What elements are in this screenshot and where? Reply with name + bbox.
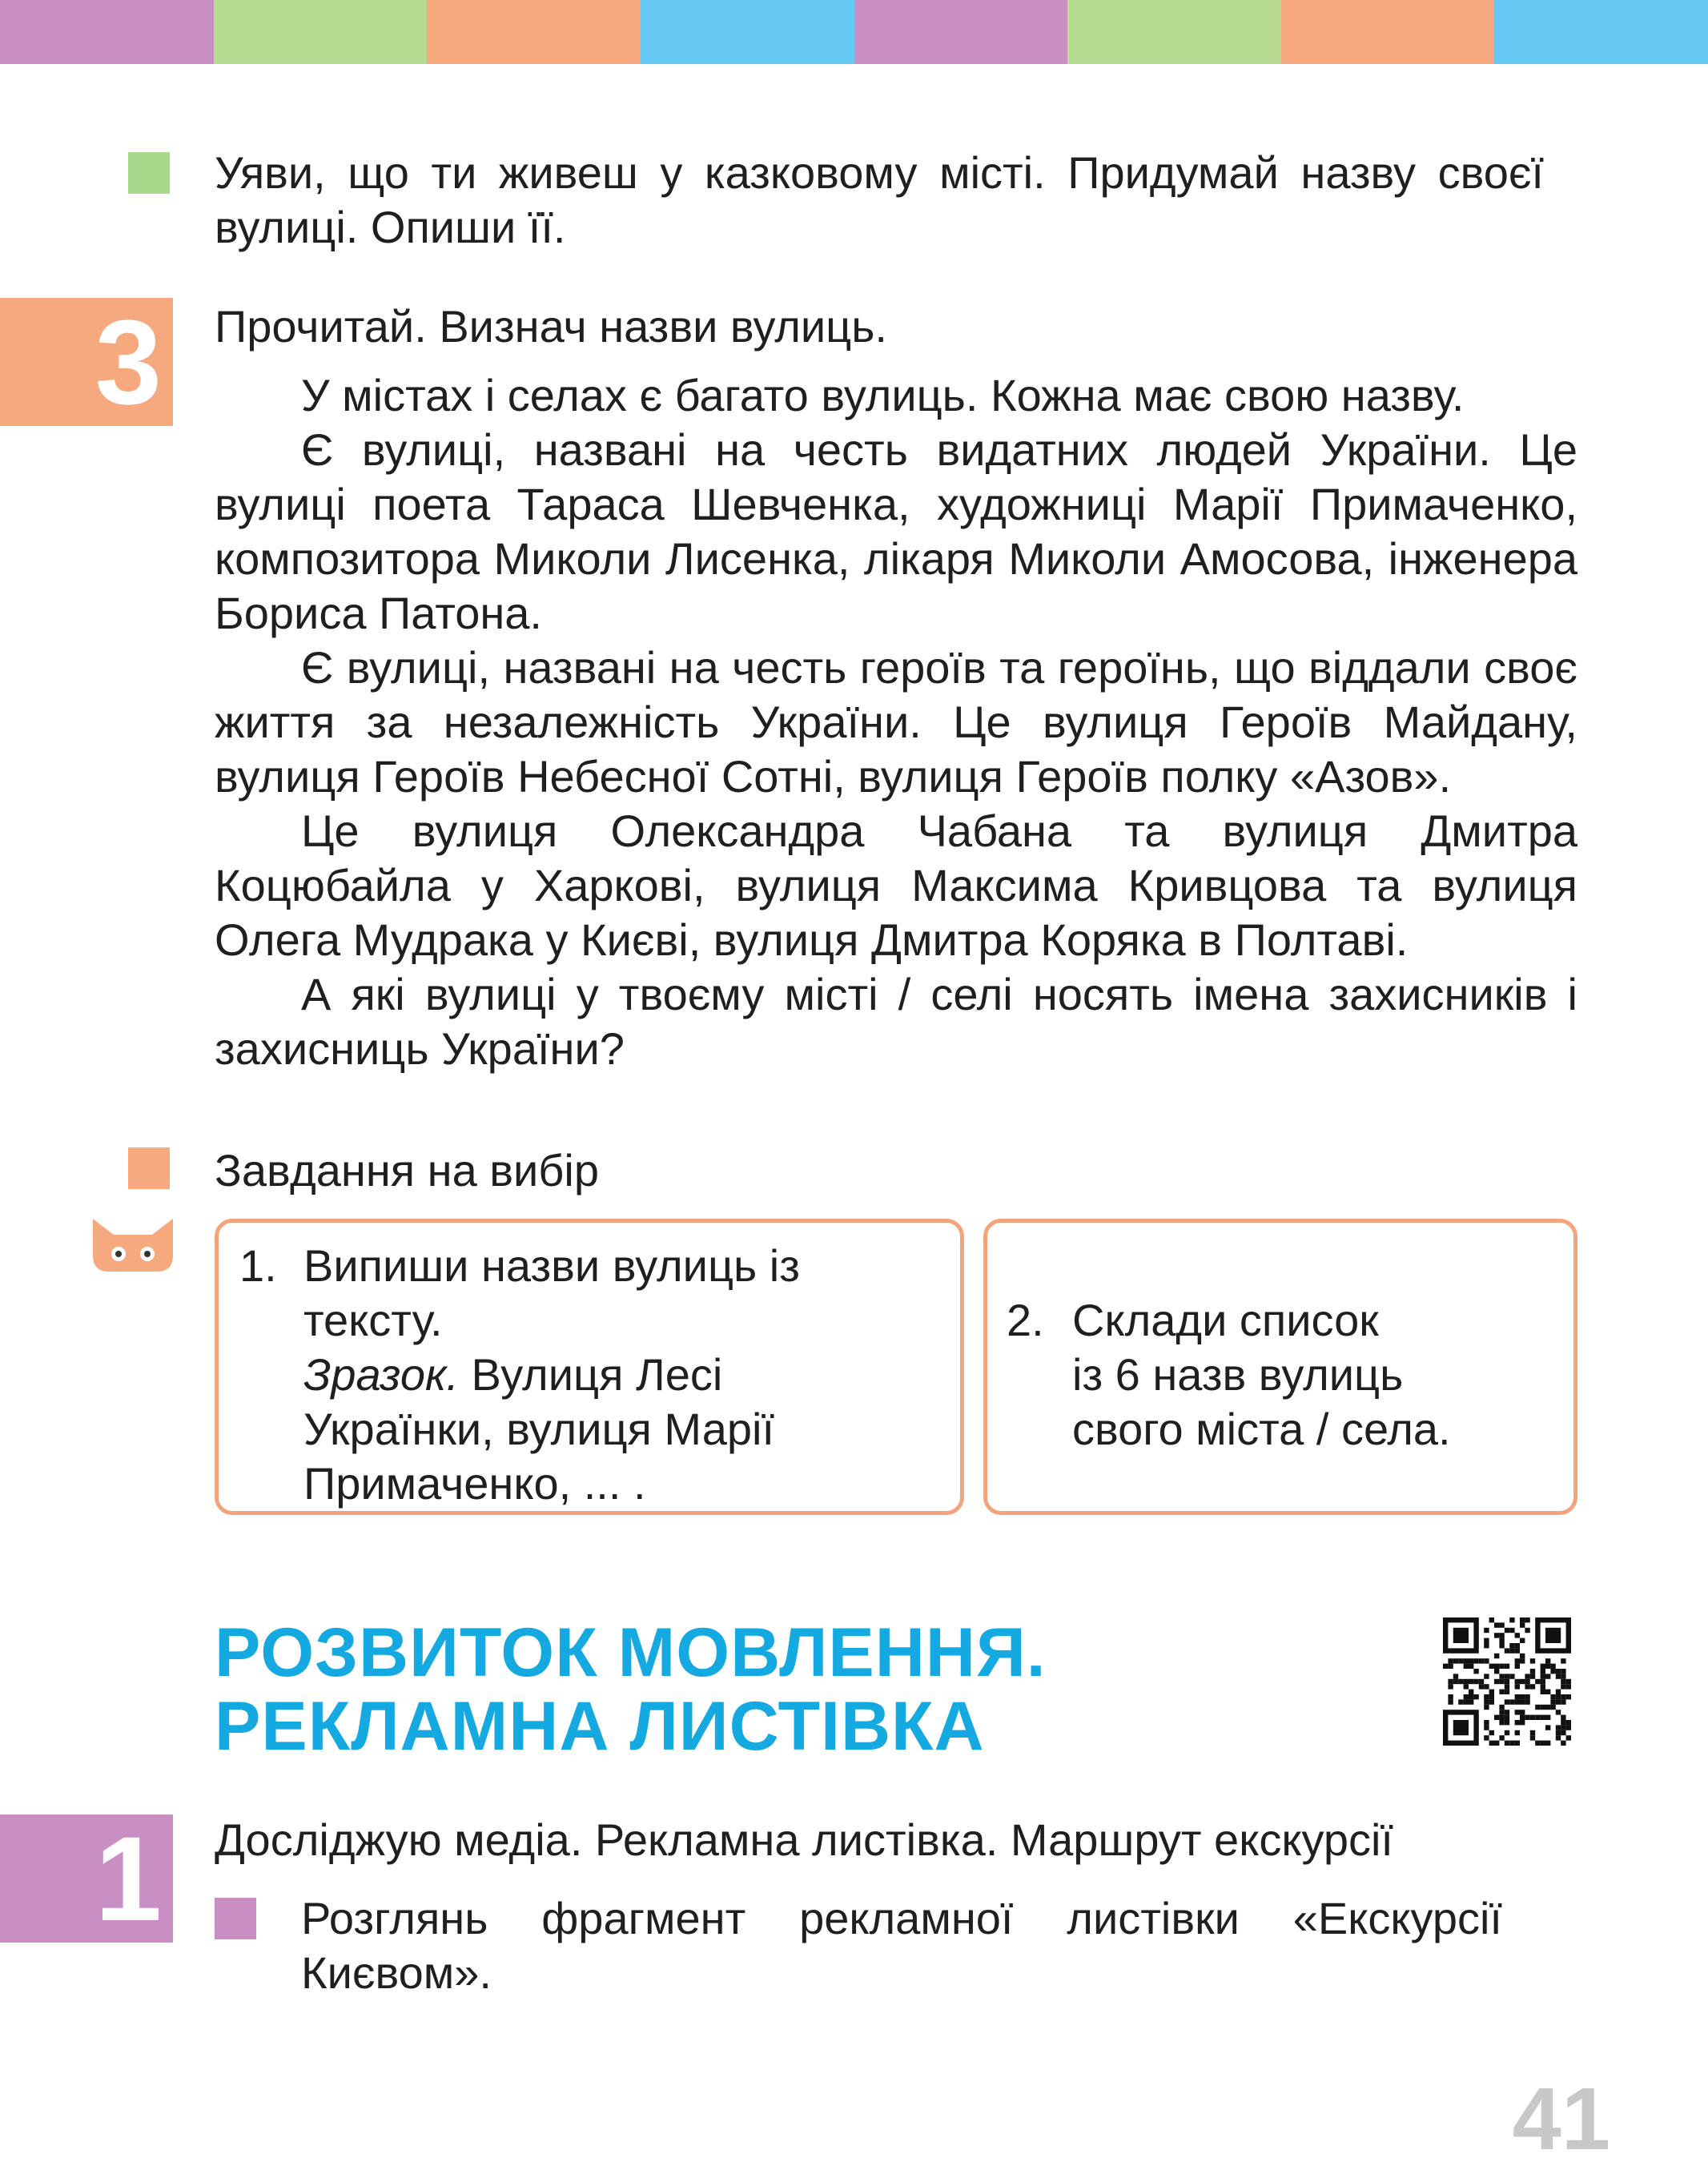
- option-line: [303, 1348, 944, 1402]
- example-text: Вулиця Лесі: [471, 1349, 723, 1400]
- stripe-segment: [854, 0, 1068, 64]
- intro-text: Уяви, що ти живеш у казковому місті. Придумай назву своєї вулиці. Опиши її.: [215, 147, 1544, 252]
- orange-square-marker: [128, 1147, 170, 1189]
- task3-paragraph: А які вулиці у твоєму місті / селі носять імена захисників і захисниць України?: [215, 969, 1577, 1074]
- option-line: із 6 назв вулиць: [1072, 1349, 1404, 1400]
- stripe-segment: [1281, 0, 1495, 64]
- qr-code-icon[interactable]: [1443, 1617, 1571, 1746]
- option-text: [303, 1239, 944, 1511]
- task-number-tab: 1: [0, 1814, 173, 1943]
- option-number: 2.: [1007, 1295, 1044, 1345]
- section-heading-line: РЕКЛАМНА ЛИСТІВКА: [215, 1688, 985, 1765]
- green-square-marker: [128, 152, 170, 194]
- option-line: свого міста / села.: [1072, 1404, 1451, 1454]
- stripe-segment: [641, 0, 854, 64]
- task3-text: [215, 368, 1577, 1076]
- option-number: 1.: [239, 1240, 277, 1291]
- stripe-segment: [1067, 0, 1281, 64]
- task-number-tab: 3: [0, 298, 173, 426]
- page-number: 41: [1512, 2070, 1610, 2168]
- task1-instruction: Досліджую медіа. Рекламна листівка. Маршрут екскурсії: [215, 1814, 1393, 1865]
- stripe-segment: [214, 0, 428, 64]
- stripe-segment: [427, 0, 641, 64]
- task3-instruction: Прочитай. Визнач назви вулиць.: [215, 301, 887, 352]
- choice-task-label: Завдання на вибір: [215, 1145, 599, 1195]
- option-line: Примаченко, ... .: [303, 1458, 646, 1509]
- task3-paragraph: У містах і селах є багато вулиць. Кожна має свою назву.: [301, 370, 1465, 420]
- option-line: Склади список: [1072, 1295, 1379, 1345]
- option-text: [1072, 1293, 1569, 1457]
- option-line: Українки, вулиця Марії: [303, 1404, 774, 1454]
- task3-paragraph: Є вулиці, названі на честь видатних людей України. Це вулиці поета Тараса Шевченка, художниці Марії Примаченко, композитора Миколи Лисенка, лікаря Миколи Амосова, інженера Бориса Патона.: [215, 424, 1577, 638]
- pink-square-marker: [215, 1898, 256, 1939]
- choice-option-2: [983, 1219, 1577, 1515]
- top-color-stripe: [0, 0, 1708, 64]
- section-heading-line: РОЗВИТОК МОВЛЕННЯ.: [215, 1614, 1047, 1691]
- option-line: Випиши назви вулиць із: [303, 1240, 800, 1291]
- example-label: Зразок.: [303, 1349, 459, 1400]
- task3-paragraph: Це вулиця Олександра Чабана та вулиця Дмитра Коцюбайла у Харкові, вулиця Максима Кривцова та вулиця Олега Мудрака у Києві, вулиця Дмитра Коряка в Полтаві.: [215, 806, 1577, 965]
- task1-sub: Розглянь фрагмент рекламної листівки «Екскурсії Києвом».: [301, 1893, 1502, 1998]
- stripe-segment: [1494, 0, 1708, 64]
- section-heading: [215, 1616, 1047, 1763]
- choice-option-1: [215, 1219, 964, 1515]
- stripe-segment: [0, 0, 214, 64]
- task3-paragraph: Є вулиці, названі на честь героїв та героїнь, що віддали своє життя за незалежність України. Це вулиця Героїв Майдану, вулиця Героїв Небесної Сотні, вулиця Героїв полку «Азов».: [215, 642, 1577, 802]
- cat-icon: [88, 1216, 178, 1273]
- option-line: тексту.: [303, 1295, 443, 1345]
